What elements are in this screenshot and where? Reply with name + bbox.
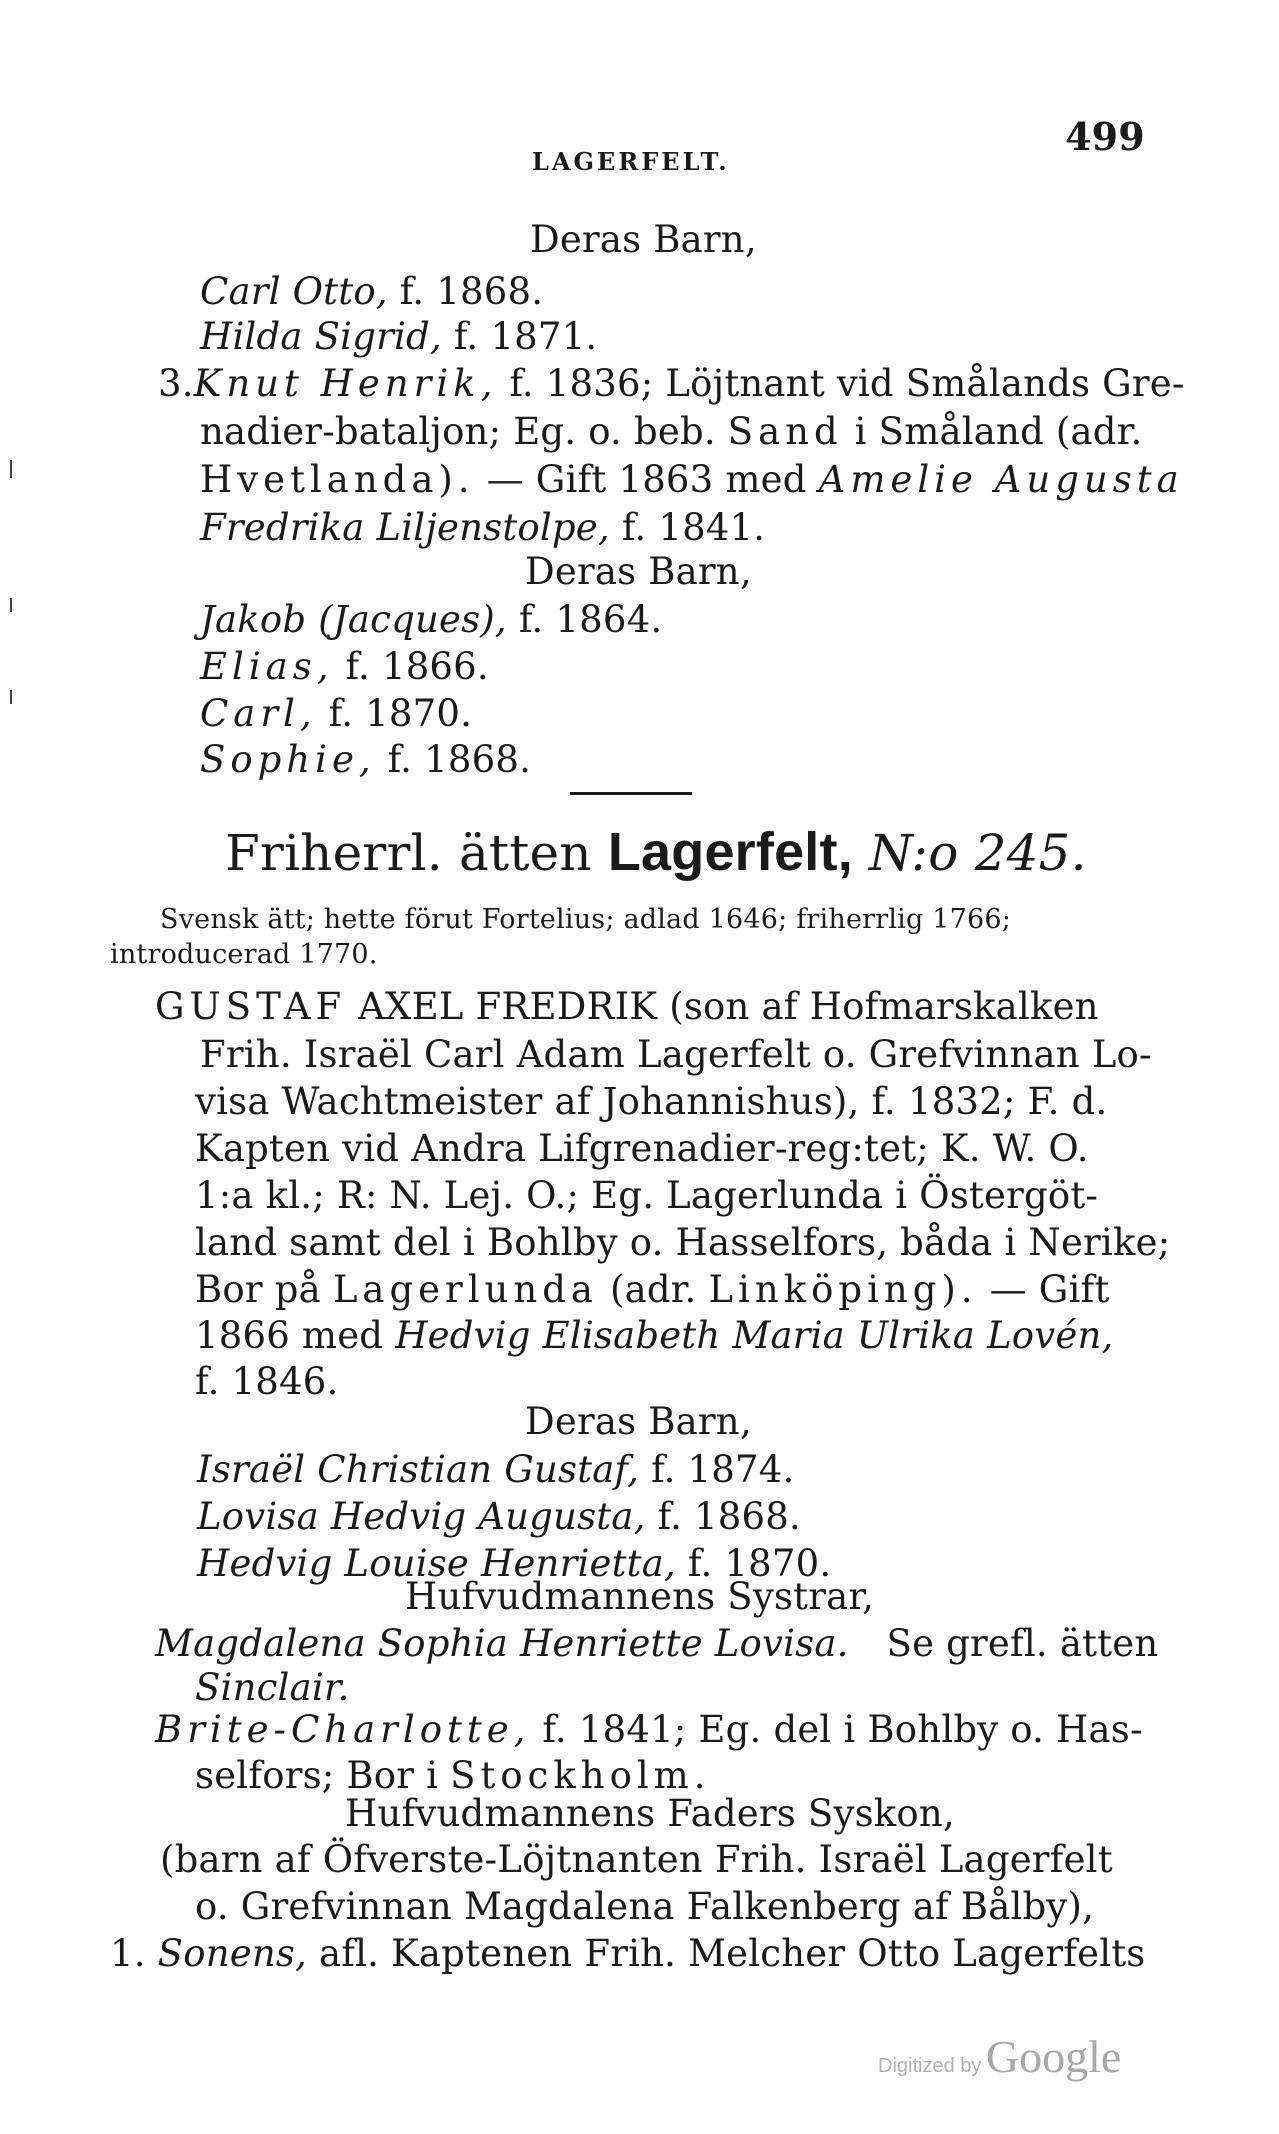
entry-text: i Småland (adr. [854, 410, 1143, 453]
entry-text: — Gift [989, 1268, 1110, 1311]
entry-text: (adr. [609, 1268, 697, 1311]
children-heading-2: Deras Barn, [525, 550, 752, 593]
entry-gustaf-line-6: land samt del i Bohlby o. Hasselfors, båda i Nerike; [195, 1221, 1171, 1264]
sister-entry-line-2: Sinclair. [195, 1666, 350, 1709]
place-name: Hvetlanda). [200, 458, 475, 501]
family-number: N:o 245. [869, 824, 1087, 882]
child-year: f. 1866. [345, 645, 489, 688]
child-year: f. 1868. [399, 270, 544, 313]
person-name: GUSTAF [155, 985, 347, 1028]
spouse-name: Fredrika Liljenstolpe, [200, 506, 610, 549]
child-name: Hilda Sigrid, [200, 315, 442, 358]
entry-text: f. 1841; Eg. del i Bohlby o. Has- [542, 1708, 1143, 1751]
entry-knut-line-1 [158, 362, 1185, 406]
child-name: Carl Otto, [200, 270, 388, 313]
sisters-heading: Hufvudmannens Systrar, [405, 1575, 875, 1618]
child-entry [200, 738, 531, 782]
fathers-siblings-line-3: o. Grefvinnan Magdalena Falkenberg af Bålby), [195, 1885, 1095, 1928]
entry-text: selfors; Bor i [195, 1754, 439, 1797]
entry-knut-line-4 [200, 506, 765, 550]
spouse-name: Amelie Augusta [818, 458, 1184, 501]
entry-gustaf-line-2: Frih. Israël Carl Adam Lagerfelt o. Grefvinnan Lo- [200, 1033, 1152, 1076]
place-name: Linköping). [708, 1268, 978, 1311]
child-year: f. 1868. [387, 738, 532, 781]
entry-gustaf-line-7 [195, 1268, 1110, 1312]
fathers-siblings-heading: Hufvudmannens Faders Syskon, [345, 1792, 955, 1835]
page-number: 499 [1065, 114, 1145, 159]
google-logo-text: Google [985, 2031, 1122, 2082]
section-intro-line-2: introducerad 1770. [110, 939, 378, 970]
entry-knut-line-3 [200, 458, 1184, 502]
entry-text: f. 1836; Löjtnant vid Smålands Gre- [509, 362, 1185, 405]
entry-gustaf-line-9: f. 1846. [195, 1360, 339, 1403]
margin-mark [10, 690, 12, 704]
entry-text: 1866 med [195, 1314, 384, 1357]
children-heading-1: Deras Barn, [530, 218, 757, 261]
child-entry [200, 598, 662, 642]
margin-mark [10, 460, 12, 478]
child-name: Elias, [200, 645, 334, 688]
section-divider [570, 792, 692, 795]
family-name: Lagerfelt, [607, 822, 853, 882]
child-entry [200, 692, 472, 736]
entry-gustaf-line-4: Kapten vid Andra Lifgrenadier-reg:tet; K. W. O. [195, 1127, 1089, 1170]
entry-knut-line-2 [200, 410, 1142, 454]
title-prefix: Friherrl. ätten [225, 824, 592, 882]
child-year: f. 1864. [518, 598, 663, 641]
sister-entry [155, 1708, 1143, 1752]
children-heading-3: Deras Barn, [525, 1400, 752, 1443]
place-name: Sand [727, 410, 843, 453]
child-name: Hedvig Louise Henrietta, [197, 1542, 676, 1585]
watermark-small-text: Digitized by [878, 2055, 982, 2077]
sister-name: Magdalena Sophia Henriette Lovisa. [155, 1622, 849, 1665]
child-name: Carl, [200, 692, 317, 735]
entry-number: 1. [110, 1932, 146, 1975]
entry-gustaf-line-1 [155, 985, 1099, 1029]
last-entry [110, 1932, 1146, 1976]
child-name: Lovisa Hedvig Augusta, [197, 1495, 646, 1538]
entry-text: Bor på [195, 1268, 321, 1311]
child-entry [200, 315, 597, 359]
child-entry [197, 1495, 801, 1539]
child-name: Sophie, [200, 738, 376, 781]
person-name: Sonens, [157, 1932, 307, 1975]
entry-text: Se grefl. ätten [886, 1622, 1159, 1665]
child-name: Israël Christian Gustaf, [197, 1448, 640, 1491]
child-entry [197, 1448, 794, 1492]
child-year: f. 1871. [453, 315, 598, 358]
margin-mark [10, 598, 12, 612]
child-name: Jakob (Jacques), [200, 598, 507, 641]
child-year: f. 1870. [687, 1542, 832, 1585]
child-entry [200, 645, 489, 689]
running-head: LAGERFELT. [532, 147, 730, 176]
entry-text: AXEL FREDRIK (son af Hofmarskalken [358, 985, 1099, 1028]
entry-gustaf-line-3: visa Wachtmeister af Johannishus), f. 1832; F. d. [195, 1080, 1108, 1123]
child-year: f. 1874. [651, 1448, 795, 1491]
entry-gustaf-line-5: 1:a kl.; R: N. Lej. O.; Eg. Lagerlunda i Östergöt- [195, 1174, 1099, 1217]
entry-text: nadier-bataljon; Eg. o. beb. [200, 410, 716, 453]
place-name: Lagerlunda [332, 1268, 598, 1311]
child-year: f. 1868. [657, 1495, 801, 1538]
entry-text: f. 1841. [621, 506, 766, 549]
fathers-siblings-line-2: (barn af Öfverste-Löjtnanten Frih. Israël Lagerfelt [160, 1838, 1113, 1881]
section-intro-line-1: Svensk ätt; hette förut Fortelius; adlad 1646; friherrlig 1766; [160, 904, 1012, 935]
child-year: f. 1870. [328, 692, 473, 735]
person-name: Knut Henrik, [193, 362, 498, 405]
spouse-name: Hedvig Elisabeth Maria Ulrika Lovén, [395, 1314, 1114, 1357]
sister-entry [155, 1622, 1158, 1666]
sister-name: Brite-Charlotte, [155, 1708, 531, 1751]
section-title [225, 822, 1087, 883]
place-name: Stockholm. [450, 1754, 711, 1797]
entry-gustaf-line-8 [195, 1314, 1113, 1358]
entry-number: 3. [158, 362, 194, 405]
digitized-watermark [878, 2030, 1121, 2083]
entry-text: afl. Kaptenen Frih. Melcher Otto Lagerfelts [318, 1932, 1146, 1975]
child-entry [200, 270, 543, 314]
entry-text: — Gift 1863 med [486, 458, 807, 501]
